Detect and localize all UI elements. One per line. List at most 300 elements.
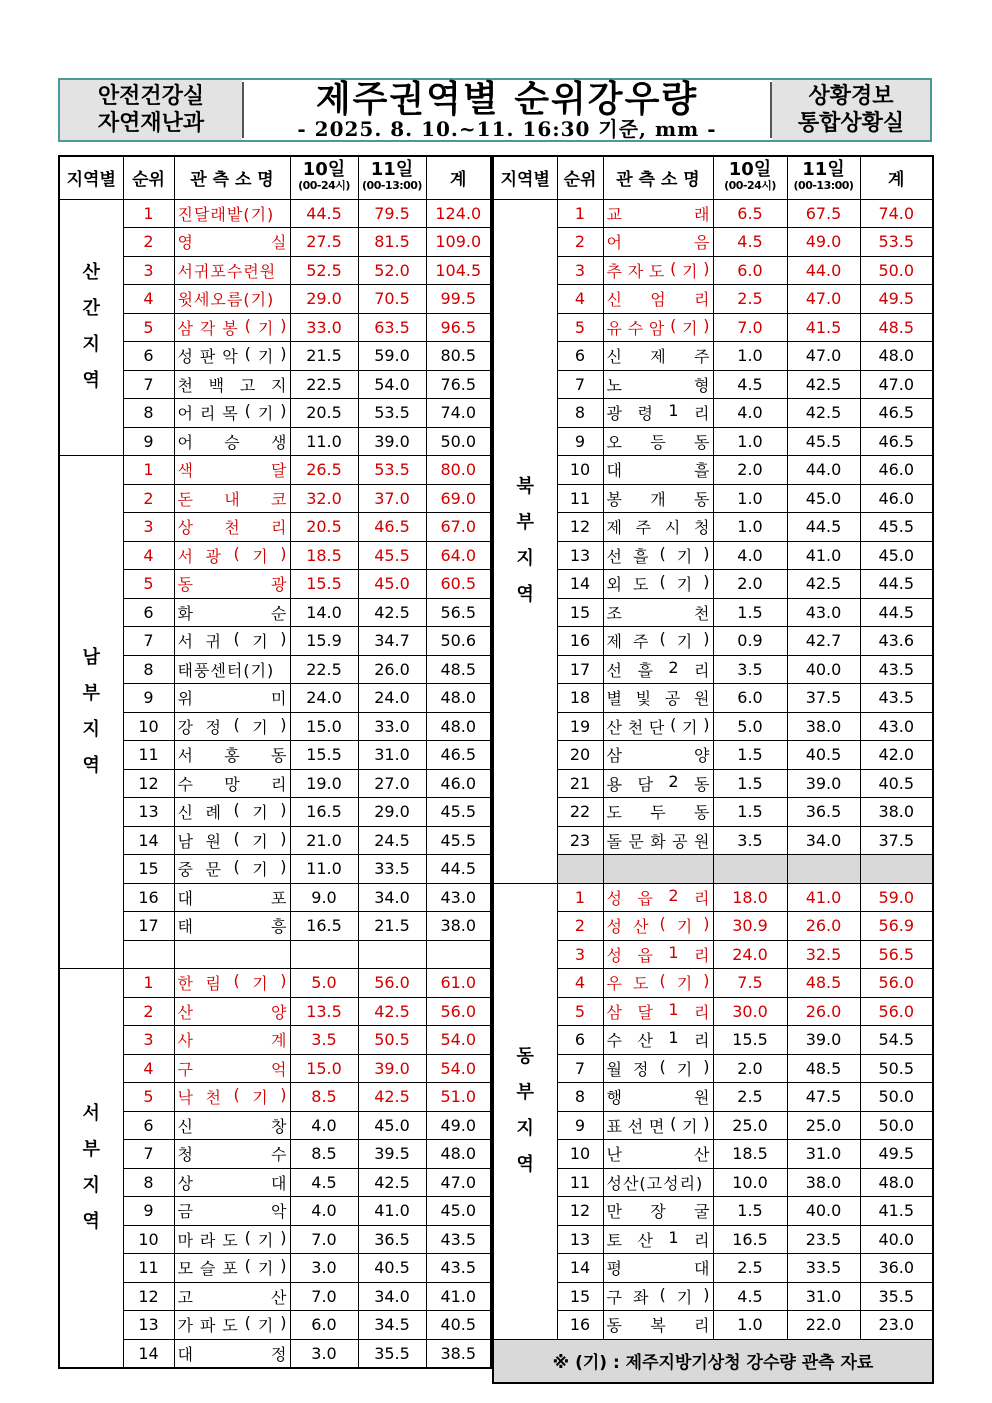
station-name-part: 서 <box>177 632 193 652</box>
total-value: 46.0 <box>860 484 933 513</box>
total-value: 41.5 <box>860 1197 933 1226</box>
table-row <box>59 598 491 627</box>
station-name-part: 천 <box>177 375 193 395</box>
day1-value: 15.0 <box>290 712 358 741</box>
rank-cell: 3 <box>123 256 174 285</box>
station-name <box>174 741 290 770</box>
station-name-part: 봉 <box>222 318 238 338</box>
station-name-part: 기 <box>682 1116 698 1136</box>
rank-cell: 5 <box>557 313 603 342</box>
station-name-part: 기 <box>257 347 274 367</box>
station-name-part: 음 <box>694 233 710 253</box>
table-row <box>493 969 933 998</box>
station-name-text <box>178 1171 287 1194</box>
empty-cell <box>290 940 358 969</box>
table-row <box>493 1026 933 1055</box>
day1-value: 24.0 <box>290 684 358 713</box>
station-name-text <box>178 572 287 595</box>
col-day1: 10일 (00-24시) <box>290 156 358 199</box>
station-name-part: 월 <box>606 1059 622 1079</box>
total-value: 59.0 <box>860 883 933 912</box>
station-name-text <box>178 601 287 624</box>
day1-value: 30.0 <box>713 997 787 1026</box>
day1-value: 8.5 <box>290 1083 358 1112</box>
station-name-text <box>178 1199 287 1222</box>
total-value: 43.0 <box>860 712 933 741</box>
station-name-part: 만 <box>606 1202 622 1222</box>
table-row <box>493 313 933 342</box>
rank-cell: 9 <box>557 1111 603 1140</box>
total-value: 36.0 <box>860 1254 933 1283</box>
day1-value: 21.0 <box>290 826 358 855</box>
rank-cell: 3 <box>123 1026 174 1055</box>
station-name-part: 봉 <box>606 489 622 509</box>
table-row <box>59 855 491 884</box>
station-name-part: 동 <box>694 774 710 794</box>
table-row <box>493 1282 933 1311</box>
station-name-part: 도 <box>648 261 665 281</box>
station-name-part: 흘 <box>694 461 710 481</box>
table-row <box>493 1111 933 1140</box>
station-name-text <box>607 1285 710 1308</box>
station-name <box>603 1254 713 1283</box>
day1-value: 7.0 <box>290 1282 358 1311</box>
day2-value: 34.0 <box>358 883 426 912</box>
table-row <box>59 684 491 713</box>
empty-row <box>59 940 491 969</box>
station-name-text <box>607 800 710 823</box>
station-name-text <box>607 601 710 624</box>
station-name-part: 2 <box>668 771 679 791</box>
station-name-part: 기 <box>252 831 268 851</box>
rank-cell: 10 <box>557 456 603 485</box>
station-name-part: 산 <box>177 1002 193 1022</box>
station-name <box>603 1225 713 1254</box>
station-name-text: 성산(고성리) <box>606 1173 704 1193</box>
station-name-part: 기 <box>252 803 268 823</box>
total-value: 69.0 <box>426 484 491 513</box>
station-name-part: ) <box>280 1313 287 1333</box>
station-name-part: 억 <box>271 1059 287 1079</box>
station-name-part: 주 <box>694 347 710 367</box>
day1-value: 10.0 <box>713 1168 787 1197</box>
day2-value: 40.5 <box>358 1254 426 1283</box>
table-row <box>59 1282 491 1311</box>
rank-cell: 14 <box>123 826 174 855</box>
total-value: 43.6 <box>860 627 933 656</box>
day1-value: 4.5 <box>713 1282 787 1311</box>
station-name-part: 양 <box>694 746 710 766</box>
table-row <box>493 1054 933 1083</box>
station-name-part: 대 <box>177 1344 193 1364</box>
day2-value: 42.5 <box>787 399 860 428</box>
station-name-part: 어 <box>606 233 622 253</box>
table-row <box>59 1083 491 1112</box>
station-name <box>174 1282 290 1311</box>
table-row <box>59 627 491 656</box>
station-name <box>603 655 713 684</box>
station-name-part: 원 <box>205 831 221 851</box>
day1-value: 22.5 <box>290 655 358 684</box>
station-name-part: 토 <box>606 1230 622 1250</box>
day1-value: 11.0 <box>290 855 358 884</box>
day2-value: 42.5 <box>358 1083 426 1112</box>
total-value: 46.5 <box>860 427 933 456</box>
station-name-part: 어 <box>177 432 193 452</box>
station-name-part: 동 <box>606 1316 622 1336</box>
station-name <box>603 313 713 342</box>
day1-value: 1.5 <box>713 769 787 798</box>
total-value: 46.5 <box>860 399 933 428</box>
day1-value: 2.0 <box>713 456 787 485</box>
day2-value: 45.0 <box>787 484 860 513</box>
rank-cell: 5 <box>557 997 603 1026</box>
station-name-text <box>178 1057 287 1080</box>
station-name-part: ( <box>659 572 666 592</box>
rank-cell: 2 <box>557 228 603 257</box>
station-name-part: ( <box>670 258 677 278</box>
station-name <box>174 456 290 485</box>
station-name-part: 산 <box>637 1230 653 1250</box>
station-name-text <box>607 430 710 453</box>
department-line2: 자연재난과 <box>97 111 205 136</box>
day2-value: 24.0 <box>358 684 426 713</box>
rank-cell: 19 <box>557 712 603 741</box>
table-row <box>493 684 933 713</box>
report-header <box>58 78 932 142</box>
station-name-part: 기 <box>676 575 693 595</box>
station-name-part: 리 <box>694 1230 710 1250</box>
day1-value: 33.0 <box>290 313 358 342</box>
rank-cell: 1 <box>123 199 174 228</box>
station-name-text <box>607 487 710 510</box>
station-name-part: ( <box>233 971 240 991</box>
day2-value: 35.5 <box>358 1339 426 1368</box>
station-name-part: ) <box>280 857 287 877</box>
station-name <box>603 1311 713 1340</box>
station-name-text <box>607 1142 710 1165</box>
station-name-part: 상 <box>177 518 193 538</box>
station-name-part: 제 <box>606 632 622 652</box>
day2-value: 67.5 <box>787 199 860 228</box>
station-name-text <box>607 772 710 795</box>
total-value: 43.5 <box>860 684 933 713</box>
rank-cell: 22 <box>557 798 603 827</box>
region-label: 북 부 지 역 <box>493 199 557 883</box>
total-value: 76.5 <box>426 370 491 399</box>
day1-value: 25.0 <box>713 1111 787 1140</box>
day1-value: 2.5 <box>713 1083 787 1112</box>
day1-value: 7.0 <box>290 1225 358 1254</box>
station-name-text <box>178 686 287 709</box>
station-name <box>174 570 290 599</box>
station-name-part: 신 <box>177 803 193 823</box>
station-name <box>174 627 290 656</box>
table-row <box>493 342 933 371</box>
empty-cell <box>713 855 787 884</box>
day2-value: 37.0 <box>358 484 426 513</box>
rank-cell: 9 <box>123 1197 174 1226</box>
day1-value: 15.5 <box>713 1026 787 1055</box>
region-label: 산 간 지 역 <box>59 199 123 456</box>
station-name-part: 포 <box>222 1259 238 1279</box>
title-box <box>244 80 770 140</box>
day2-value: 26.0 <box>358 655 426 684</box>
day1-value: 3.0 <box>290 1254 358 1283</box>
total-value: 56.0 <box>860 969 933 998</box>
station-name-part: ) <box>703 258 710 278</box>
station-name-part: 1 <box>668 401 679 421</box>
station-name-text <box>607 743 710 766</box>
station-name-text <box>607 316 710 339</box>
station-name-part: 면 <box>648 1116 665 1136</box>
day1-value: 1.5 <box>713 1197 787 1226</box>
total-value: 48.0 <box>426 1140 491 1169</box>
day2-value: 41.5 <box>787 313 860 342</box>
station-name-part: 주 <box>635 518 652 538</box>
station-name-part: 목 <box>222 404 238 424</box>
day2-value: 41.0 <box>358 1197 426 1226</box>
table-row <box>59 1026 491 1055</box>
table-row <box>59 1254 491 1283</box>
station-name-part: 수 <box>271 1145 287 1165</box>
day2-value: 53.5 <box>358 456 426 485</box>
station-name-part: 정 <box>271 1344 287 1364</box>
station-name-part: ) <box>703 572 710 592</box>
right-rainfall-table <box>492 155 934 1384</box>
station-name-text <box>178 743 287 766</box>
station-name-text <box>178 316 287 339</box>
rank-cell: 12 <box>557 1197 603 1226</box>
day1-value: 4.5 <box>713 370 787 399</box>
table-row <box>59 228 491 257</box>
empty-cell <box>123 940 174 969</box>
station-name-part: ( <box>659 1284 666 1304</box>
office-line2: 통합상황실 <box>797 111 905 136</box>
table-row <box>59 285 491 314</box>
rank-cell: 11 <box>123 741 174 770</box>
table-row <box>493 1225 933 1254</box>
table-row <box>493 627 933 656</box>
station-name-part: 리 <box>271 518 287 538</box>
station-name-part: 리 <box>199 404 216 424</box>
station-name <box>174 655 290 684</box>
table-row <box>493 399 933 428</box>
table-row <box>59 513 491 542</box>
col-rank: 순위 <box>557 156 603 199</box>
table-row <box>59 712 491 741</box>
station-name-text <box>607 1000 710 1023</box>
station-name-part: ) <box>280 629 287 649</box>
station-name-part: 원 <box>694 831 710 851</box>
table-row <box>59 456 491 485</box>
station-name <box>603 741 713 770</box>
station-name-part: 수 <box>606 1031 622 1051</box>
table-row <box>59 1054 491 1083</box>
station-name-part: 시 <box>664 518 681 538</box>
station-name-text <box>178 458 287 481</box>
rank-cell: 1 <box>557 199 603 228</box>
station-name-text <box>178 1142 287 1165</box>
station-name-part: 1 <box>668 1028 679 1048</box>
table-row <box>493 541 933 570</box>
table-row <box>493 513 933 542</box>
station-name <box>603 769 713 798</box>
empty-cell <box>426 940 491 969</box>
total-value: 74.0 <box>860 199 933 228</box>
station-name-part: 2 <box>668 657 679 677</box>
station-name-part: ( <box>244 1256 251 1276</box>
station-name-part: 순 <box>271 603 287 623</box>
station-name <box>174 712 290 741</box>
station-name-part: 산 <box>632 917 649 937</box>
station-name-part: 달 <box>271 461 287 481</box>
day2-value: 31.0 <box>358 741 426 770</box>
day1-value: 9.0 <box>290 883 358 912</box>
station-name-part: 파 <box>199 1316 216 1336</box>
station-name-part: 달 <box>637 1002 653 1022</box>
station-name-part: 생 <box>271 432 287 452</box>
rank-cell: 9 <box>123 427 174 456</box>
total-value: 47.0 <box>426 1168 491 1197</box>
rank-cell: 7 <box>123 1140 174 1169</box>
station-name-part: 엄 <box>650 290 666 310</box>
table-row <box>59 1339 491 1368</box>
region-label: 동 부 지 역 <box>493 883 557 1339</box>
department-line1: 안전건강실 <box>97 84 205 109</box>
day1-value: 3.0 <box>290 1339 358 1368</box>
table-row <box>59 1168 491 1197</box>
table-row <box>59 769 491 798</box>
station-name <box>174 370 290 399</box>
station-name <box>603 342 713 371</box>
station-name-part: ) <box>703 1056 710 1076</box>
day1-value: 4.5 <box>290 1168 358 1197</box>
station-name <box>174 199 290 228</box>
table-row <box>493 1140 933 1169</box>
day2-value: 59.0 <box>358 342 426 371</box>
station-name-part: 구 <box>177 1059 193 1079</box>
table-row <box>59 1311 491 1340</box>
total-value: 96.5 <box>426 313 491 342</box>
day1-value: 4.0 <box>713 399 787 428</box>
total-value: 44.5 <box>426 855 491 884</box>
station-name-part: 라 <box>199 1230 216 1250</box>
station-name-part: ) <box>280 315 287 335</box>
station-name-text <box>178 1313 287 1336</box>
station-name-part: 기 <box>682 717 698 737</box>
total-value: 45.0 <box>860 541 933 570</box>
station-name-text <box>178 829 287 852</box>
station-name <box>174 769 290 798</box>
station-name-text <box>607 458 710 481</box>
station-name-part: ( <box>233 543 240 563</box>
station-name-part: ( <box>244 1227 251 1247</box>
station-name <box>174 1054 290 1083</box>
station-name-part: 청 <box>177 1145 193 1165</box>
station-name <box>174 484 290 513</box>
total-value: 43.5 <box>426 1254 491 1283</box>
station-name-text <box>607 971 710 994</box>
day2-value: 40.0 <box>787 1197 860 1226</box>
day2-value: 21.5 <box>358 912 426 941</box>
station-name-part: 난 <box>606 1145 622 1165</box>
station-name-part: ( <box>233 800 240 820</box>
station-name-part: 례 <box>205 803 221 823</box>
day1-value: 5.0 <box>290 969 358 998</box>
day1-value: 44.5 <box>290 199 358 228</box>
station-name-part: 신 <box>606 347 622 367</box>
day1-value: 16.5 <box>290 798 358 827</box>
station-name-part: ) <box>280 344 287 364</box>
station-name-text <box>607 1085 710 1108</box>
station-name <box>174 541 290 570</box>
station-name-part: 우 <box>606 974 622 994</box>
station-name <box>174 969 290 998</box>
day1-value: 1.0 <box>713 427 787 456</box>
station-name-part: 도 <box>606 803 622 823</box>
station-name-text: 윗세오름(기) <box>177 290 275 310</box>
rank-cell: 1 <box>123 969 174 998</box>
station-name-part: 별 <box>606 689 622 709</box>
station-name-text <box>607 914 710 937</box>
station-name <box>603 456 713 485</box>
station-name-text <box>607 1028 710 1051</box>
station-name-part: 강 <box>177 717 193 737</box>
total-value: 40.5 <box>860 769 933 798</box>
station-name-part: ) <box>703 971 710 991</box>
rank-cell: 6 <box>123 598 174 627</box>
day2-value: 79.5 <box>358 199 426 228</box>
table-row <box>493 570 933 599</box>
day1-value: 16.5 <box>713 1225 787 1254</box>
station-name <box>603 969 713 998</box>
total-value: 48.0 <box>860 342 933 371</box>
station-name-text <box>607 1228 710 1251</box>
station-name-text <box>178 1256 287 1279</box>
station-name-part: 남 <box>177 831 193 851</box>
day2-value: 42.5 <box>358 997 426 1026</box>
station-name-text <box>178 544 287 567</box>
station-name-part: 사 <box>177 1031 193 1051</box>
day2-value: 34.0 <box>358 1282 426 1311</box>
station-name-part: 도 <box>222 1316 238 1336</box>
report-title: 제주권역별 순위강우량 <box>315 79 699 120</box>
day2-value: 31.0 <box>787 1140 860 1169</box>
table-row <box>493 199 933 228</box>
day2-value: 41.0 <box>787 883 860 912</box>
station-name-part: 광 <box>271 575 287 595</box>
station-name-part: 천 <box>627 717 644 737</box>
station-name <box>603 370 713 399</box>
day2-value: 47.0 <box>787 285 860 314</box>
day2-value: 31.0 <box>787 1282 860 1311</box>
station-name <box>603 1168 713 1197</box>
total-value: 56.0 <box>426 997 491 1026</box>
day1-value: 27.5 <box>290 228 358 257</box>
station-name-part: 기 <box>257 1316 274 1336</box>
station-name-text <box>178 1285 287 1308</box>
station-name-part: 정 <box>632 1059 649 1079</box>
total-value: 56.9 <box>860 912 933 941</box>
day1-value: 11.0 <box>290 427 358 456</box>
station-name-text <box>607 515 710 538</box>
station-name <box>174 285 290 314</box>
table-row <box>59 1225 491 1254</box>
station-name-text <box>607 401 710 424</box>
station-name-part: ( <box>670 714 677 734</box>
day2-value: 45.0 <box>358 1111 426 1140</box>
